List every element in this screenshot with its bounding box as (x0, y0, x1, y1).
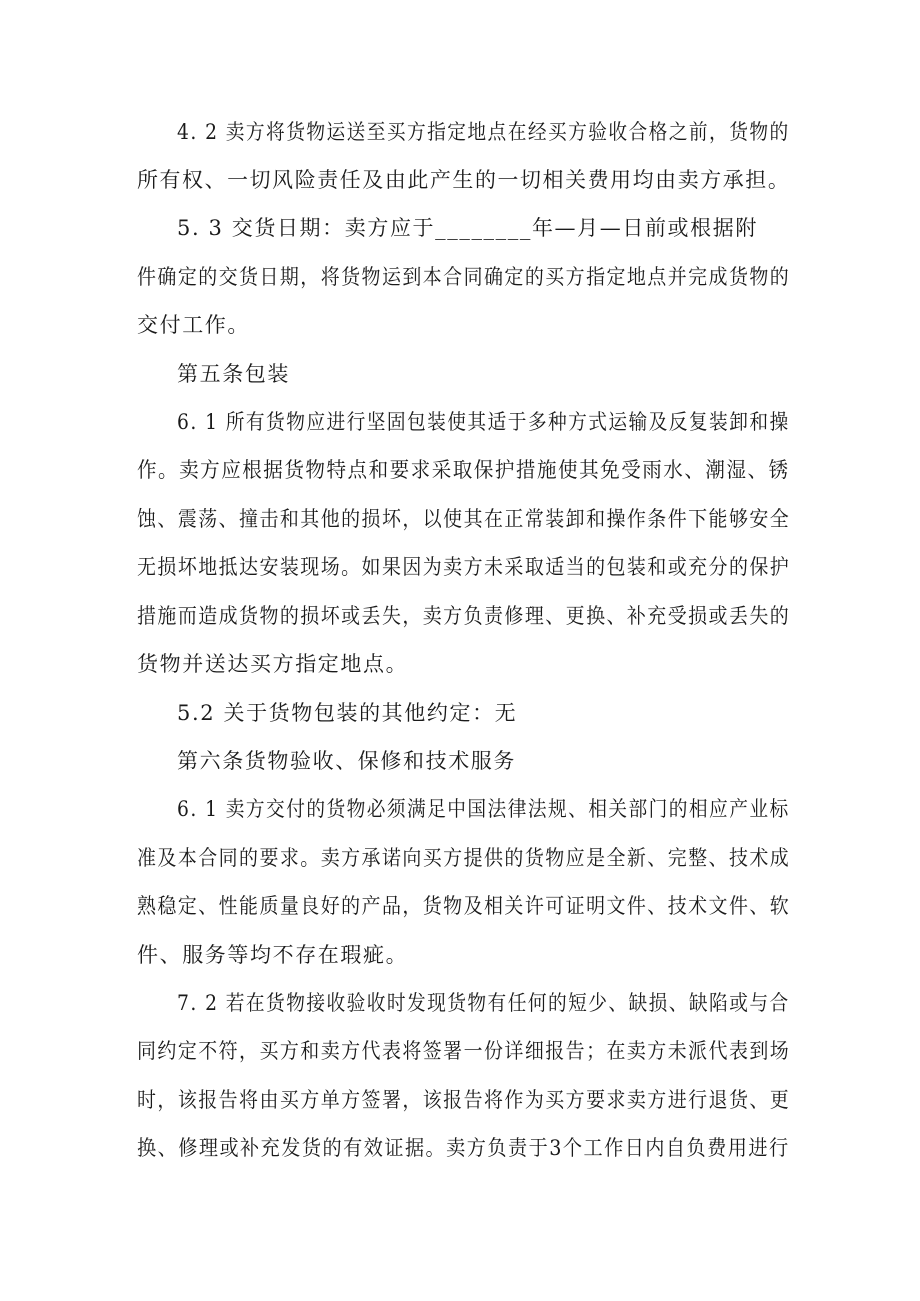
clause-6-1a-line-5: 措施而造成货物的损坏或丢失，卖方负责修理、更换、补充受损或丢失的 (137, 604, 791, 628)
section-heading-6: 第六条货物验收、保修和技术服务 (177, 749, 516, 773)
clause-7-2-line-4: 换、修理或补充发货的有效证据。卖方负责于3个工作日内自负费用进行 (137, 1136, 790, 1160)
clause-7-2-line-1: 7. 2 若在货物接收验收时发现货物有任何的短少、缺损、缺陷或与合 (177, 991, 790, 1015)
clause-5-3-line-3: 交付工作。 (137, 313, 250, 337)
clause-6-1a-line-2: 作。卖方应根据货物特点和要求采取保护措施使其免受雨水、潮湿、锈 (137, 458, 790, 482)
clause-6-1b-line-4: 件、服务等均不存在瑕疵。 (137, 943, 409, 967)
clause-5-3-line-2: 件确定的交货日期，将货物运到本合同确定的买方指定地点并完成货物的 (137, 265, 791, 289)
section-heading-5: 第五条包装 (177, 362, 290, 386)
clause-6-1a-line-6: 货物并送达买方指定地点。 (137, 652, 409, 676)
clause-6-1a-line-3: 蚀、震荡、撞击和其他的损坏，以使其在正常装卸和操作条件下能够安全 (137, 507, 791, 531)
clause-5-3-line-1: 5. 3 交货日期：卖方应于________年—月—日前或根据附 (177, 216, 758, 240)
clause-6-1b-line-3: 熟稳定、性能质量良好的产品，货物及相关许可证明文件、技术文件、软 (137, 894, 791, 918)
clause-4-2-line-2: 所有权、一切风险责任及由此产生的一切相关费用均由卖方承担。 (137, 168, 791, 192)
clause-5-2-line-1: 5.2 关于货物包装的其他约定：无 (177, 701, 518, 725)
clause-7-2-line-3: 时，该报告将由买方单方签署，该报告将作为买方要求卖方进行退货、更 (137, 1088, 791, 1112)
clause-6-1a-line-1: 6. 1 所有货物应进行坚固包装使其适于多种方式运输及反复装卸和操 (177, 410, 790, 434)
clause-7-2-line-2: 同约定不符，买方和卖方代表将签署一份详细报告；在卖方未派代表到场 (137, 1039, 791, 1063)
clause-6-1a-line-4: 无损坏地抵达安装现场。如果因为卖方未采取适当的包装和或充分的保护 (137, 555, 791, 579)
clause-4-2-line-1: 4. 2 卖方将货物运送至买方指定地点在经买方验收合格之前，货物的 (177, 120, 790, 144)
clause-6-1b-line-2: 准及本合同的要求。卖方承诺向买方提供的货物应是全新、完整、技术成 (137, 846, 791, 870)
clause-6-1b-line-1: 6. 1 卖方交付的货物必须满足中国法律法规、相关部门的相应产业标 (177, 797, 790, 821)
